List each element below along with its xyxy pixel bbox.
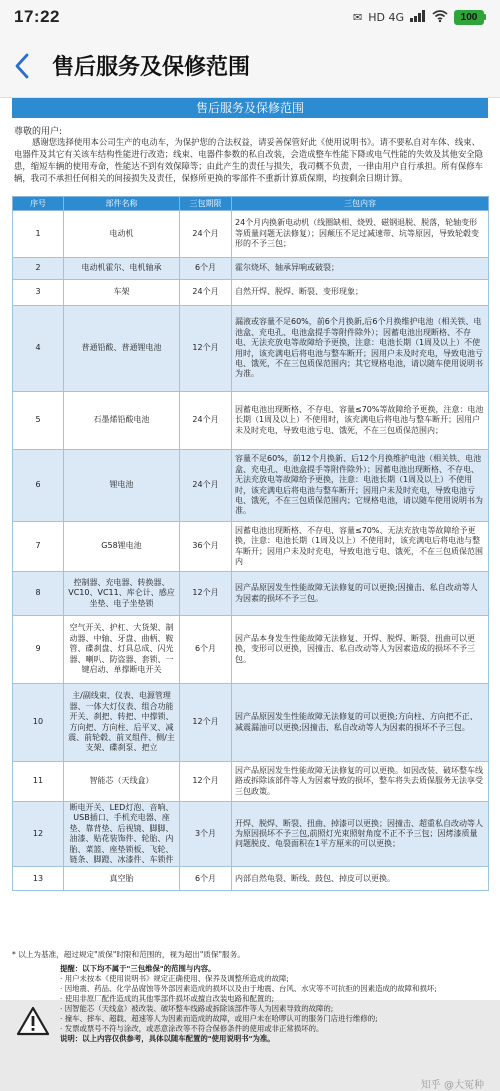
table-row <box>13 762 489 802</box>
warranty-content: 自然开焊、脱焊、断裂、变形现象； <box>232 280 489 306</box>
table-row <box>13 211 489 258</box>
warranty-period: 24个月 <box>180 392 232 450</box>
column-header: 三包内容 <box>232 197 489 211</box>
signal-icon <box>410 10 426 25</box>
table-row <box>13 572 489 616</box>
status-time: 17:22 <box>14 7 60 26</box>
warranty-content: 24个月内换新电动机（线圈缺相、烧毁、磁钢退脱、脱落，轮轴变形等质量问题无法修复）；因颠压不足过减速带、坑等原因，导致轮毂变形的不予三包； <box>232 211 489 258</box>
warranty-content: 因产品原因发生性能故障无法修复的可以更换;方向柱、方向把不正、减震漏油可以更换;因撞击、私自改动等人为因素的损坏不予三包。 <box>232 684 489 762</box>
warranty-content: 霍尔烧坏、轴承异响或破裂； <box>232 258 489 280</box>
warranty-period: 6个月 <box>180 867 232 891</box>
table-row <box>13 280 489 306</box>
column-header: 部件名称 <box>64 197 180 211</box>
row-number: 8 <box>13 572 64 616</box>
part-name: 车架 <box>64 280 180 306</box>
page-title: 售后服务及保修范围 <box>52 55 251 80</box>
warranty-period: 12个月 <box>180 762 232 802</box>
warranty-period: 12个月 <box>180 306 232 392</box>
table-row <box>13 450 489 522</box>
row-number: 3 <box>13 280 64 306</box>
row-number: 12 <box>13 802 64 867</box>
warranty-period: 12个月 <box>180 572 232 616</box>
note-item: · 用户未按本《使用说明书》规定正确使用、保养及调整所造成的故障; <box>60 974 289 983</box>
status-bar <box>0 0 500 34</box>
warranty-period: 6个月 <box>180 616 232 684</box>
column-header: 序号 <box>13 197 64 211</box>
table-row <box>13 258 489 280</box>
warranty-period: 24个月 <box>180 450 232 522</box>
table-header-row <box>13 197 489 211</box>
document-title: 售后服务及保修范围 <box>12 98 488 118</box>
row-number: 11 <box>13 762 64 802</box>
table-row <box>13 684 489 762</box>
warranty-content: 因产品本身发生性能故障无法修复、开焊、脱焊、断裂、扭曲可以更换，变形可以更换，因撞击、私自改动等人为因素造成的损坏不予三包。 <box>232 616 489 684</box>
note-item: · 发票或票号不符与涂改，或恶意涂改等不符合保修条件的使用或非正常损坏的。 <box>60 1024 324 1033</box>
network-label: HD 4G <box>368 10 404 24</box>
table-row <box>13 802 489 867</box>
exclusion-notes <box>60 964 490 1044</box>
warranty-period: 24个月 <box>180 280 232 306</box>
battery-level: 100 <box>454 10 484 25</box>
greeting: 尊敬的用户: <box>14 127 63 137</box>
row-number: 13 <box>13 867 64 891</box>
part-name: 真空胎 <box>64 867 180 891</box>
intro-paragraph: 感谢您选择使用本公司生产的电动车，为保护您的合法权益，请妥善保管好此《使用说明书》。请不要私自对车体、线束、电器件及其它有关该车结构性能进行改造；线束、电器件参数的私自改装，会造成整车性能下降或电气性能的失效及其他安全隐患，缩短车辆的使用寿命，性能达不到有效保障等；由此产生的责任与损失，我司概不负责，一律由用户自行承担。所有保修车辆，我司不承担任何相关的间接损失及责任，保修所更换的零部件不重新计算质保期，均按剩余日期计算。 <box>14 137 483 183</box>
chevron-left-icon <box>14 53 30 79</box>
row-number: 9 <box>13 616 64 684</box>
note-item: · 撞车、摔车、超载、超速等人为因素而造成的故障，或用户未在哈啰认可的服务门店进行维修的; <box>60 1014 378 1023</box>
warranty-document <box>0 98 500 1091</box>
warranty-period: 36个月 <box>180 522 232 572</box>
row-number: 4 <box>13 306 64 392</box>
part-name: 控制器、充电器、转换器、VC10、VC11、库仑计、感应坐垫、电子坐垫锁 <box>64 572 180 616</box>
table-row <box>13 867 489 891</box>
warranty-period: 24个月 <box>180 211 232 258</box>
watermark: 知乎 @大冤种 <box>420 1080 484 1091</box>
row-number: 5 <box>13 392 64 450</box>
part-name: 智能芯（天线盒） <box>64 762 180 802</box>
warranty-table <box>12 196 489 891</box>
row-number: 7 <box>13 522 64 572</box>
warranty-period: 6个月 <box>180 258 232 280</box>
notes-end: 说明：以上内容仅供参考，具体以随车配置的"使用说明书"为准。 <box>60 1034 275 1043</box>
back-button[interactable] <box>14 46 40 86</box>
note-item: · 因地震、药品、化学品腐蚀等外部因素造成的损坏以及由于地震、台风、水灾等不可抗拒的因素造成的故障和损坏; <box>60 984 437 993</box>
warranty-period: 12个月 <box>180 684 232 762</box>
note-item: · 使用非原厂配件造成的其他零部件损坏或擅自改装电路和配置的; <box>60 994 275 1003</box>
wifi-icon <box>432 10 448 25</box>
nav-bar <box>0 34 500 98</box>
warranty-content: 容量不足60%，前12个月换新、后12个月换维护电池（相关铁、电池盒、充电孔、电池盒提手等附件除外）；因蓄电池出现断格、不存电、无法充放电等故障给予更换，注意：电池长期（1周及以上）不使用时，该充满电后将电池与整车断开；因用户未及时充电，导致电池亏电、饿死，不在三包质保范围内；它规格电池，请以随车使用说明书为准。 <box>232 450 489 522</box>
part-name: 空气开关、护杠、大货架、制动器、中轴、牙盘、曲柄、鞍管、碟刹盘、灯具总成、闪光器、喇叭、防盗器、套锁、一键启动、单撑断电开关 <box>64 616 180 684</box>
part-name: 普通铅酸、普通锂电池 <box>64 306 180 392</box>
part-name: 锂电池 <box>64 450 180 522</box>
note-item: · 因智能芯（天线盒）被改装、破坏整车线路或拆除该部件等人为因素导致的故障的; <box>60 1004 334 1013</box>
warranty-content: 内部自然龟裂、断线、鼓包、掉皮可以更换。 <box>232 867 489 891</box>
part-name: 电动机 <box>64 211 180 258</box>
warranty-content: 因蓄电池出现断格、不存电、容量≤70%、无法充放电等故障给予更换，注意：电池长期（1周及以上）不使用时，该充满电后将电池与整车断开；因用户未及时充电，导致电池亏电、饿死，不在三包质保范围内 <box>232 522 489 572</box>
table-row <box>13 522 489 572</box>
part-name: 电动机霍尔、电机轴承 <box>64 258 180 280</box>
row-number: 10 <box>13 684 64 762</box>
battery-icon <box>454 10 486 25</box>
part-name: G58锂电池 <box>64 522 180 572</box>
table-row <box>13 616 489 684</box>
footnote: * 以上为基准，超过规定"质保"时限和范围的，视为超出"质保"服务。 <box>12 950 245 959</box>
table-row <box>13 392 489 450</box>
notification-icon: ✉ <box>353 10 363 24</box>
notes-title: 提醒：以下均不属于"三包维保"的范围与内容。 <box>60 964 216 973</box>
part-name: 断电开关、LED灯泡、音响、USB插口、手机充电器、座垫、靠背垫、后视镜、脚脚、油漆、贴花装饰件、轮胎、内胎、菜篮、座垫锁板、飞轮、链条、脚蹬、冰漆件、车锁件 <box>64 802 180 867</box>
row-number: 2 <box>13 258 64 280</box>
row-number: 1 <box>13 211 64 258</box>
column-header: 三包期限 <box>180 197 232 211</box>
warranty-content: 开焊、脱焊、断裂、扭曲、掉漆可以更换；因撞击、超重私自改动等人为原因损坏不予三包,前照灯光束照射角度不正不予三包；因烤漆质量问题脱皮、龟裂面积在1平方厘米的可以更换； <box>232 802 489 867</box>
warranty-content: 因产品原因发生性能故障无法修复的可以更换。如因改装、破坏整车线路或拆除该部件等人为因素导致的损坏，整车将失去质保服务无法享受三包政策。 <box>232 762 489 802</box>
table-row <box>13 306 489 392</box>
warranty-content: 因产品原因发生性能故障无法修复的可以更换;因撞击、私自改动等人为因素的损坏不予三包。 <box>232 572 489 616</box>
warning-icon <box>16 1006 50 1040</box>
row-number: 6 <box>13 450 64 522</box>
part-name: 主/副线束、仪表、电源管理器、一体大灯仪表、组合功能开关、刹把、转把、中撑锁、方向把、方向柱、后平叉、减震、前轮毂、前叉组件、侧/主支架、碟刹泵、把立 <box>64 684 180 762</box>
status-icons <box>353 10 486 25</box>
part-name: 石墨烯铅酸电池 <box>64 392 180 450</box>
warranty-period: 3个月 <box>180 802 232 867</box>
warranty-content: 因蓄电池出现断格、不存电、容量≤70%等故障给予更换，注意：电池长期（1周及以上）不使用时，该充满电后将电池与整车断开；因用户未及时充电，导致电池亏电、饿死，不在三包质保范围内； <box>232 392 489 450</box>
warranty-content: 漏液或容量不足60%，前6个月换新,后6个月换维护电池（相关铁、电池盒、充电孔、电池盒提手等附件除外）；因蓄电池出现断格、不存电、无法充放电等故障给予更换，注意：电池长期（1周及以上）不使用时，该充满电后将电池与整车断开；因用户未及时充电，导致电池亏电、饿死，不在三包质保范围内；其它规格电池，请以随车使用说明书为准。 <box>232 306 489 392</box>
